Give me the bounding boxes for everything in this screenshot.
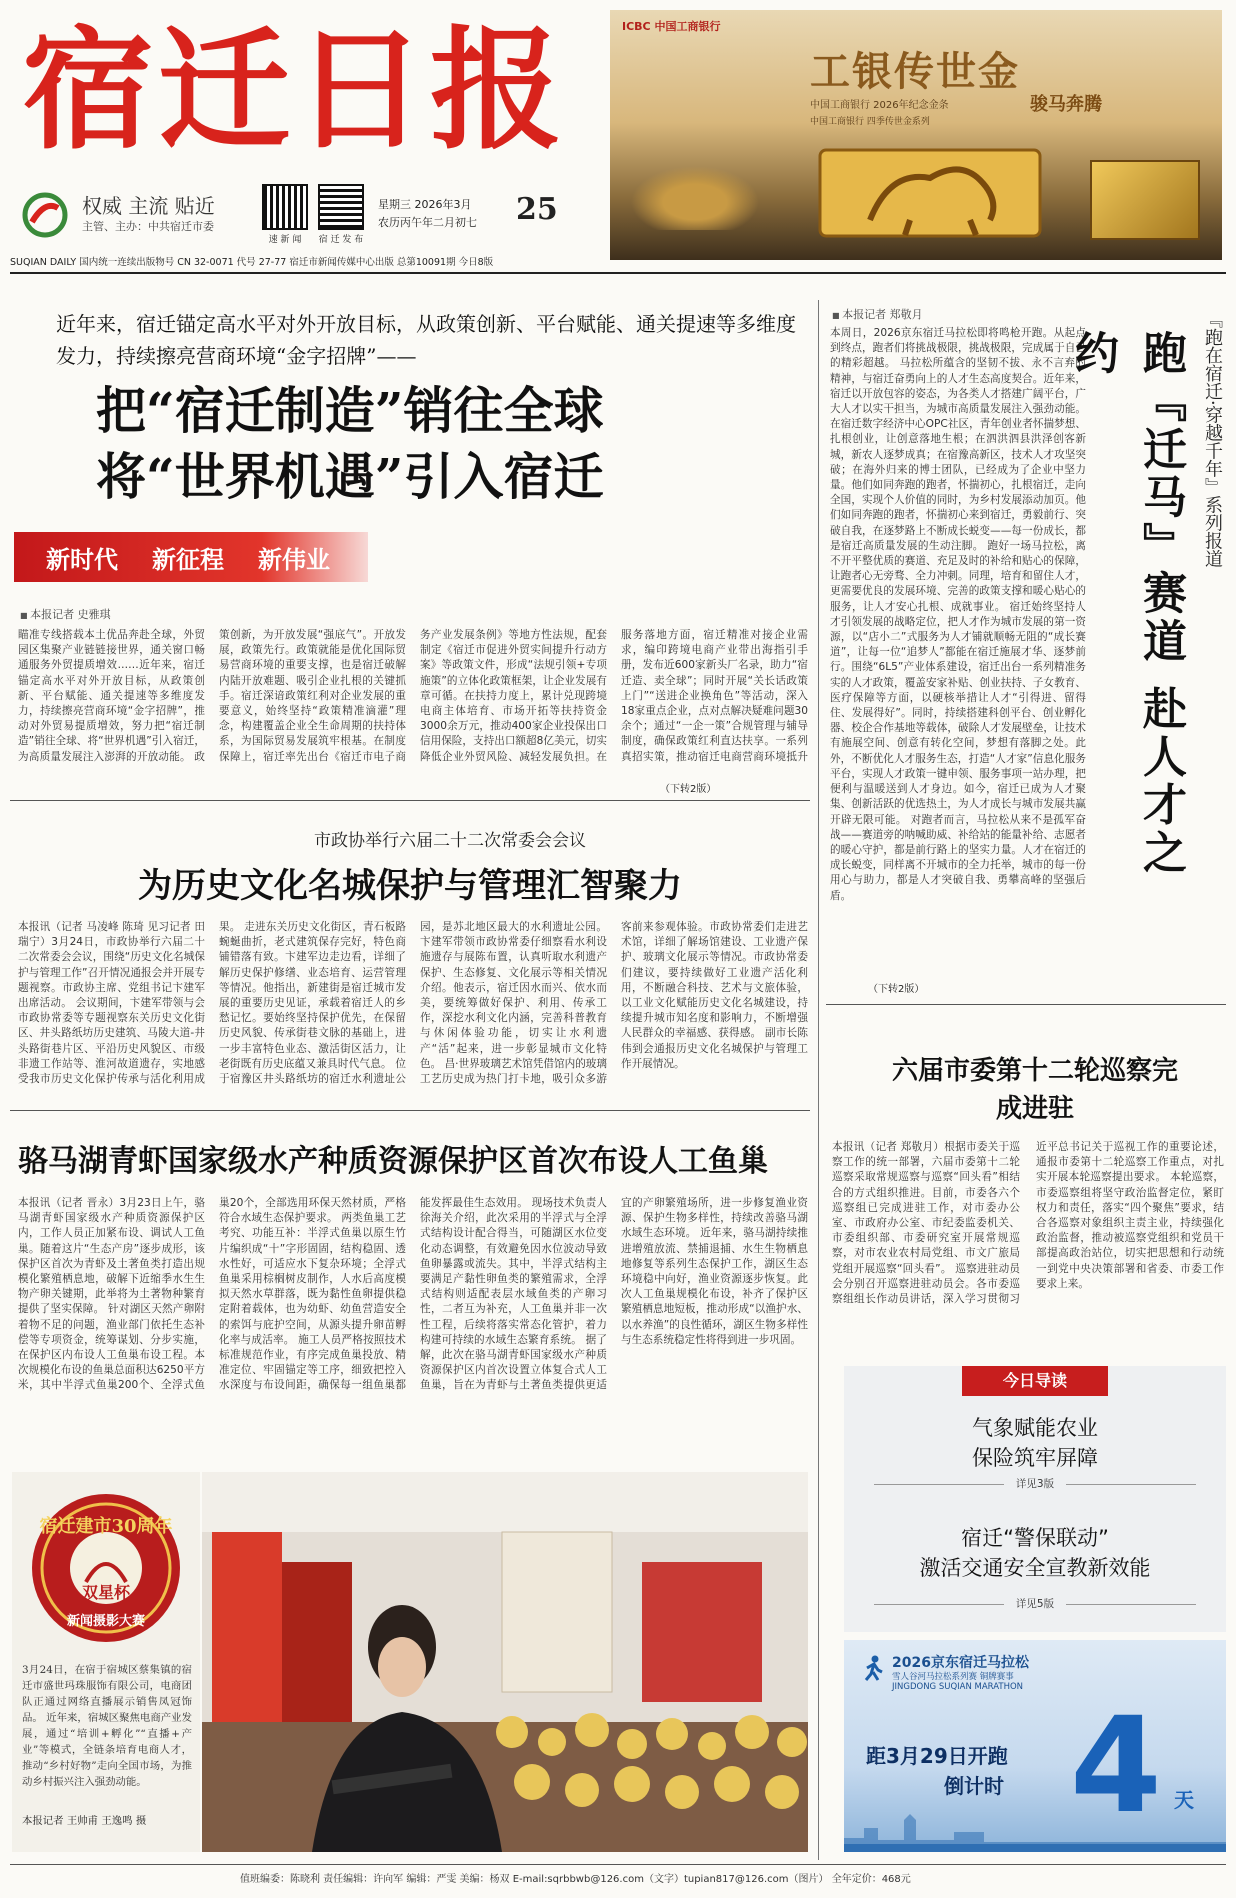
badge-title: 宿迁建市30周年 bbox=[39, 1516, 173, 1537]
marathon-body: 本周日，2026京东宿迁马拉松即将鸣枪开跑。从起点到终点，跑者们将挑战极限，挑战极限，完成属于自己的精彩超越。 马拉松所蕴含的坚韧不拔、永不言弃的精神，与宿迁奋勇向上的人才生态高度契合。近年来，宿迁以开放包容的姿态，为各类人才搭建广阔平台，广大人才以实干担当，为城市高质量发展注入强劲动能。 在宿迁数字经济中心OPC社区，青年创业者怀揣梦想、扎根创业，让创意落地生根；在泗洪泗县洪泽创客新城，新农人逐梦成真；在宿豫高新区，技术人才攻坚突破；在海外归来的博士团队，已经成为了企业中坚力量。他们如同奔跑的跑者，怀揣初心，扎根宿迁，走向全国，实现个人价值的同时，为乡村发展添动加页。他们如同奔跑的跑者，怀揣初心来到宿迁，勇毅前行、突破自我，在逐梦路上不断成长蜕变——每一份成长，都是宿迁高质量发展的生动注脚。 跑好一场马拉松，离不开平整优质的赛道、充足及时的补给和贴心的保障，让跑者心无旁骛、全力冲刺。同理，培育和留住人才，更需要优良的发展环境、完善的政策支撑和暖心贴心的服务，让人才安心扎根、成就事业。 宿迁始终坚持人才引领发展的战略定位，把人才作为城市发展的第一资源，以“店小二”式服务为人才铺就顺畅无阻的“成长赛道”，让每一位“追梦人”都能在宿迁施展才华、逐梦前行。围绕“6L5”产业体系建设，宿迁出台一系列精准务实的人才政策，覆盖安家补贴、创业扶持、子女教育、医疗保障等方面，以硬核举措让人才“引得进、留得住、发展得好”。同时，持续搭建科创平台、创业孵化器、校企合作基地等载体，破除人才发展壁垒，让技术有施展空间、创意有转化空间，梦想有落脚之处。此外，不断优化人才服务生态，打造“人才家”信息化服务平台，实现人才政策一键申领、服务事项一站办理，把便利与温暖送到人才身边。如今，宿迁已成为人才聚集、创新活跃的优选热土，为人才成长与城市发展共赢开辟无限可能。 对跑者而言，马拉松从来不是孤军奋战——赛道旁的呐喊助威、补给站的能量补给、志愿者的暖心守护，都是前行路上的坚实力量。人才在宿迁的成长蜕变，同样离不开城市的全力托举，城市的每一份用心与助力，都是人才突破自我、勇攀高峰的坚强后盾。 bbox=[830, 327, 1086, 902]
banner-word-2: 新征程 bbox=[152, 545, 224, 574]
photo-credit: 本报记者 王帅甫 王逸鸣 摄 bbox=[22, 1815, 147, 1827]
guide-item-1-page: 详见3版 bbox=[1015, 1478, 1055, 1490]
marathon-headline: 跑『迁马』赛道 赴人才之约 bbox=[1067, 330, 1186, 878]
qr-code-2 bbox=[318, 184, 364, 230]
lead-kicker: 近年来，宿迁锚定高水平对外开放目标，从政策创新、平台赋能、通关提速等多维度发力，持续擦亮营商环境“金字招牌”—— bbox=[56, 312, 796, 368]
masthead-sponsor: 主管、主办：中共宿迁市委 bbox=[82, 220, 214, 233]
ad-horses-left bbox=[620, 160, 770, 230]
lead-rule bbox=[10, 800, 810, 801]
qr-code-1 bbox=[262, 184, 308, 230]
badge-cup: 双星杯 bbox=[81, 1583, 130, 1602]
photo-caption: 3月24日，在宿于宿城区蔡集镇的宿迁市盛世玛珠服饰有限公司，电商团队正通过网络直播展示销售凤冠饰品。 近年来，宿城区聚焦电商产业发展，通过“培训+孵化”“直播+产业”等模式，全链条培育电商人才，推动“乡村好物”走向全国市场，为推动乡村振兴注入强劲动能。 bbox=[22, 1664, 192, 1788]
countdown-event-sub: 雪人谷河马拉松系列赛 铜牌赛事 bbox=[892, 1672, 1014, 1682]
runner-icon bbox=[858, 1654, 886, 1682]
news-photo bbox=[202, 1472, 808, 1852]
guide-title: 今日导读 bbox=[962, 1366, 1108, 1396]
masthead-slogan: 权威 主流 贴近 bbox=[82, 194, 215, 218]
marathon-byline: ■ 本报记者 郑敬月 bbox=[832, 306, 1032, 322]
guide-item-2-rule-right bbox=[1066, 1604, 1196, 1605]
ad-bars-right bbox=[1090, 160, 1200, 240]
city-skyline-image bbox=[844, 1810, 1226, 1852]
marathon-rule bbox=[826, 1004, 1226, 1005]
guide-item-1-rule-left bbox=[874, 1484, 1004, 1485]
lead-continued: （下转2版） bbox=[660, 784, 717, 795]
gold-ad bbox=[610, 10, 1222, 260]
countdown-event-title: 2026京东宿迁马拉松 bbox=[892, 1655, 1029, 1671]
guide-item-1[interactable] bbox=[844, 1406, 1226, 1506]
guide-item-2-line-1: 宿迁“警保联动” bbox=[961, 1526, 1109, 1550]
countdown-line-1: 距3月29日开跑 bbox=[866, 1744, 1008, 1768]
marathon-countdown-ad bbox=[844, 1640, 1226, 1852]
ad-slogan: 工银传世金 bbox=[810, 48, 1020, 95]
masthead-title: 宿迁日报 bbox=[22, 13, 566, 168]
guide-item-2[interactable] bbox=[844, 1516, 1226, 1626]
inspection-body: 本报讯（记者 郑敬月）根据市委关于巡察工作的统一部署，六届市委第十二轮巡察采取常规巡察与巡察“回头看”相结合的方式组织推进。目前，市委各六个巡察组已完成进驻工作，对市委办公室、市政府办公室、市纪委监委机关、市委组织部、市委研究室开展常规巡察，对市农业农村局党组、市文广旅局党组开展巡察“回头看”。 巡察进驻动员会分别召开巡察进驻动员会。各市委巡察组组长作动员讲话，深入学习贯彻习近平总书记关于巡视工作的重要论述，通报市委第十二轮巡察工作重点，对扎实开展本轮巡察提出要求。 本轮巡察，市委巡察组将坚守政治监督定位，紧盯权力和责任，落实“四个聚焦”要求，结合各巡察对象组织主责主业，持续强化政治监督，推动被巡察党组织和党员干部提高政治站位，切实把思想和行动统一到党中央决策部署和省委、市委工作要求上来。 bbox=[832, 1141, 1224, 1306]
theme-banner bbox=[14, 532, 368, 582]
countdown-line-2: 倒计时 bbox=[944, 1774, 1004, 1798]
lead-headline-1: 把“宿迁制造”销往全球 bbox=[96, 381, 604, 440]
cppcc-kicker: 市政协举行六届二十二次常委会会议 bbox=[314, 831, 586, 851]
lead-headline-2: 将“世界机遇”引入宿迁 bbox=[96, 447, 604, 506]
fish-body: 本报讯（记者 晋永）3月23日上午，骆马湖青虾国家级水产种质资源保护区内，工作人员正加紧布设、调试人工鱼巢。随着这片“生态产房”逐步成形，该保护区首次为青虾及土著鱼类打造出规模化繁殖栖息地，破解下近缩季水生生物产卵关键期，此举将为土著物种繁育提供了坚实保障。 针对湖区天然产卵附着物不足的问题，渔业部门依托生态补偿等专项资金，统筹谋划、分步实施，在保护区内布设人工鱼巢布设工程。本次规模化布设的鱼巢总面积达6250平方米，其中半浮式鱼巢200个、全浮式鱼巢20个，全部选用环保天然材质，严格符合水域生态保护要求。 两类鱼巢工艺考究、功能互补：半浮式鱼巢以原生竹片编织成“十”字形固固，结构稳固、透水性好，可适应水下复杂环境；全浮式鱼巢采用棕榈树皮制作，人水后高度模拟天然水草群落，既为黏性鱼卵提供稳定附着载体，也为幼虾、幼鱼营造安全的索饵与庇护空间，从源头提升卵苗孵化率与成活率。 施工人员严格按照技术标准规范作业，有序完成鱼巢投放、精准定位、牢固锚定等工序，细致把控入水深度与布设间距，确保每一组鱼巢都能发挥最佳生态效用。 现场技术负责人徐海关介绍，此次采用的半浮式与全浮式结构设计配合得当，可随湖区水位变化动态调整，有效避免因水位波动导致鱼卵暴露或流失。其中，半浮式结构主要满足产黏性卵鱼类的繁殖需求，全浮式结构则适配表层水域鱼类的产卵习性，二者互为补充，人工鱼巢并非一次性工程，后续将落实常态化管护，着力构建可持续的水域生态繁育系统。 据了解，此次在骆马湖青虾国家级水产种质资源保护区内首次设置立体复合式人工鱼巢，旨在为青虾与土著鱼类提供更适宜的产卵繁殖场所，进一步修复渔业资源、保护生物多样性，持续改善骆马湖水域生态环境。 近年来，骆马湖持续推进增殖放流、禁捕退捕、水生生物栖息地修复等系列生态保护工作，湖区生态环境稳中向好，渔业资源逐步恢复。此次人工鱼巢规模化布设，补齐了保护区繁殖栖息地短板，推动形成“以渔护水、以水养渔”的良性循环，湖区生物多样性与生态系统稳定性将得到进一步巩固。 bbox=[18, 1197, 808, 1392]
qr-label-1: 速 新 闻 bbox=[268, 235, 302, 245]
banner-word-1: 新时代 bbox=[46, 545, 118, 574]
countdown-event-en: JINGDONG SUQIAN MARATHON bbox=[892, 1682, 1024, 1692]
photo-panel bbox=[12, 1472, 200, 1852]
countdown-unit: 天 bbox=[1174, 1788, 1194, 1812]
guide-item-2-rule-left bbox=[874, 1604, 1004, 1605]
badge-sub: 新闻摄影大赛 bbox=[66, 1614, 145, 1629]
masthead-rule bbox=[10, 272, 1226, 274]
fish-headline: 骆马湖青虾国家级水产种质资源保护区首次布设人工鱼巢 bbox=[18, 1144, 768, 1179]
logo-icon bbox=[22, 192, 68, 238]
inspection-headline: 六届市委第十二轮巡察完成进驻 bbox=[891, 1056, 1178, 1124]
cppcc-body: 本报讯（记者 马凌峰 陈琦 见习记者 田瑞宁）3月24日，市政协举行六届二十二次常委会会议，围绕“历史文化名城保护与管理工作”召开情况通报会并开展专题视察。市政协主席、党组书记卞建军出席活动。 会议期间，卞建军带领与会市政协常委等专题视察东关历史文化街区、井头路纸坊历史建筑、马陵大道-井头路街巷片区、平沿历史风貌区、市级非遗工作站等、淮河故道遗存，实地感受我市历史文化保护传承与活化利用成果。 走进东关历史文化街区，青石板路蜿蜒曲折，老式建筑保存完好，特色商铺错落有致。卞建军边走边看，详细了解历史保护修缮、业态培育、运营管理等情况。他指出，新建街是宿迁城市发展的重要历史见证，承载着宿迁人的乡愁记忆。要始终坚持保护优先，在保留历史风貌、传承街巷文脉的基础上，进一步丰富特色业态、激活街区活力，让老街既有历史底蕴又兼具时代气息。 位于宿豫区井头路纸坊的宿迁水利遗址公园，是苏北地区最大的水利遗址公园。卞建军带领市政协常委仔细察看水利设施遗存与展陈布置，认真听取水利遗产保护、生态修复、文化展示等相关情况介绍。他表示，宿迁因水而兴、依水而美，要统筹做好保护、利用、传承工作，深挖水利文化内涵，完善科普教育与休闲体验功能，切实让水利遗产“活”起来，进一步彰显城市文化特色。 昌·世界玻璃艺术馆凭借馆内的玻璃工艺历史成为热门打卡地，吸引众多游客前来参观体验。市政协常委们走进艺术馆，详细了解场馆建设、工业遗产保护、玻璃文化展示等情况。市政协常委们建议，要持续做好工业遗产活化利用，不断融合科技、艺术与文旅体验，以工业文化赋能历史文化名城建设，持续提升城市知名度和影响力，不断增强人民群众的幸福感、获得感。 副市长陈伟到会通报历史文化名城保护与管理工作开展情况。 bbox=[18, 921, 808, 1086]
banner-word-3: 新伟业 bbox=[258, 545, 330, 574]
right-column-divider bbox=[818, 300, 819, 1860]
date-day: 25 bbox=[516, 192, 558, 227]
guide-item-1-line-2: 保险筑牢屏障 bbox=[972, 1446, 1098, 1470]
guide-item-2-line-2: 激活交通安全宣教新效能 bbox=[919, 1556, 1151, 1580]
lead-body: 瞄准专线搭载本土优品奔赴全球，外贸园区集聚产业链链接世界，通关窗口畅通服务外贸提质增效……近年来，宿迁锚定高水平对外开放目标，从政策创新、平台赋能、通关提速等多维度发力，持续擦亮营商环境“金字招牌”，推动对外贸易提质增效，努力把“宿迁制造”销往全球、将“世界机遇”引入宿迁，为高质量发展注入澎湃的开放动能。 政策创新，为开放发展“强底气”。开放发展，政策先行。政策就能是优化国际贸易营商环境的重要支撑，也是宿迁破解内陆开放难题、吸引企业扎根的关键抓手。宿迁深谙政策红利对企业发展的重要意义，始终坚持“政策精准滴灌”理念，构建覆盖企业全生命周期的扶持体系，为国际贸易发展筑牢根基。在制度保障上，宿迁率先出台《宿迁市电子商务产业发展条例》等地方性法规，配套制定《宿迁市促进外贸实间提升行动方案》等政策文件，形成“法规引领+专项施策”的立体化政策框架，让企业发展有章可循。在扶持力度上，累计兑现跨境电商主体培育、市场开拓等扶持资金3000余万元，推动400家企业投保出口信用保险，支持出口额超8亿美元，切实降低企业外贸风险、减轻发展负担。在服务落地方面，宿迁精准对接企业需求，编印跨境电商产业带出海指引手册，发布近600家新头厂名录，助力“宿迁造、卖全球”；同时开展“关长话政策上门”“送进企业换角色”等活动，深入18家重点企业，点对点解决疑难问题30余个；通过“一企一策”合规管理与辅导制度，确保政策红利直达扶享。一系列真招实策，推动宿迁电商营商环境抵升 bbox=[18, 629, 808, 763]
cppcc-rule bbox=[10, 1110, 810, 1111]
guide-item-1-rule-right bbox=[1066, 1484, 1196, 1485]
info-bar: SUQIAN DAILY 国内统一连续出版物号 CN 32-0071 代号 27-77 宿迁市新闻传媒中心出版 总第10091期 今日8版 bbox=[10, 257, 494, 268]
todays-guide bbox=[844, 1366, 1226, 1632]
footer-credits: 值班编委：陈晓利 责任编辑：许向军 编辑：严雯 美编：杨双 E-mail:sqrbbwb@126.com（文字）tupian817@126.com（图片） 全年定价：468元 bbox=[240, 1874, 911, 1885]
date-line-1: 星期三 2026年3月 bbox=[378, 198, 472, 211]
ad-line-1: 中国工商银行 2026年纪念金条 bbox=[810, 100, 949, 111]
gold-horse-image bbox=[780, 140, 1080, 240]
date-line-2: 农历丙午年二月初七 bbox=[378, 216, 477, 229]
ad-brand: 骏马奔腾 bbox=[1030, 94, 1102, 115]
masthead bbox=[0, 0, 1236, 270]
qr-label-2: 宿 迁 发 布 bbox=[318, 235, 364, 245]
photo-contest-badge bbox=[22, 1488, 190, 1648]
guide-item-2-page: 详见5版 bbox=[1015, 1598, 1055, 1610]
countdown-number: 4 bbox=[1070, 1689, 1162, 1843]
ad-bank: ICBC 中国工商银行 bbox=[622, 20, 721, 33]
cppcc-headline: 为历史文化名城保护与管理汇智聚力 bbox=[138, 866, 682, 906]
lead-byline: ■ 本报记者 史雅琪 bbox=[20, 606, 200, 622]
marathon-continued: （下转2版） bbox=[868, 984, 925, 995]
series-label: 『跑在宿迁·穿越千年』系列报道 bbox=[1202, 310, 1223, 568]
footer-rule bbox=[10, 1864, 1226, 1865]
guide-item-1-line-1: 气象赋能农业 bbox=[972, 1416, 1098, 1440]
ad-line-2: 中国工商银行 四季传世金系列 bbox=[810, 117, 930, 127]
